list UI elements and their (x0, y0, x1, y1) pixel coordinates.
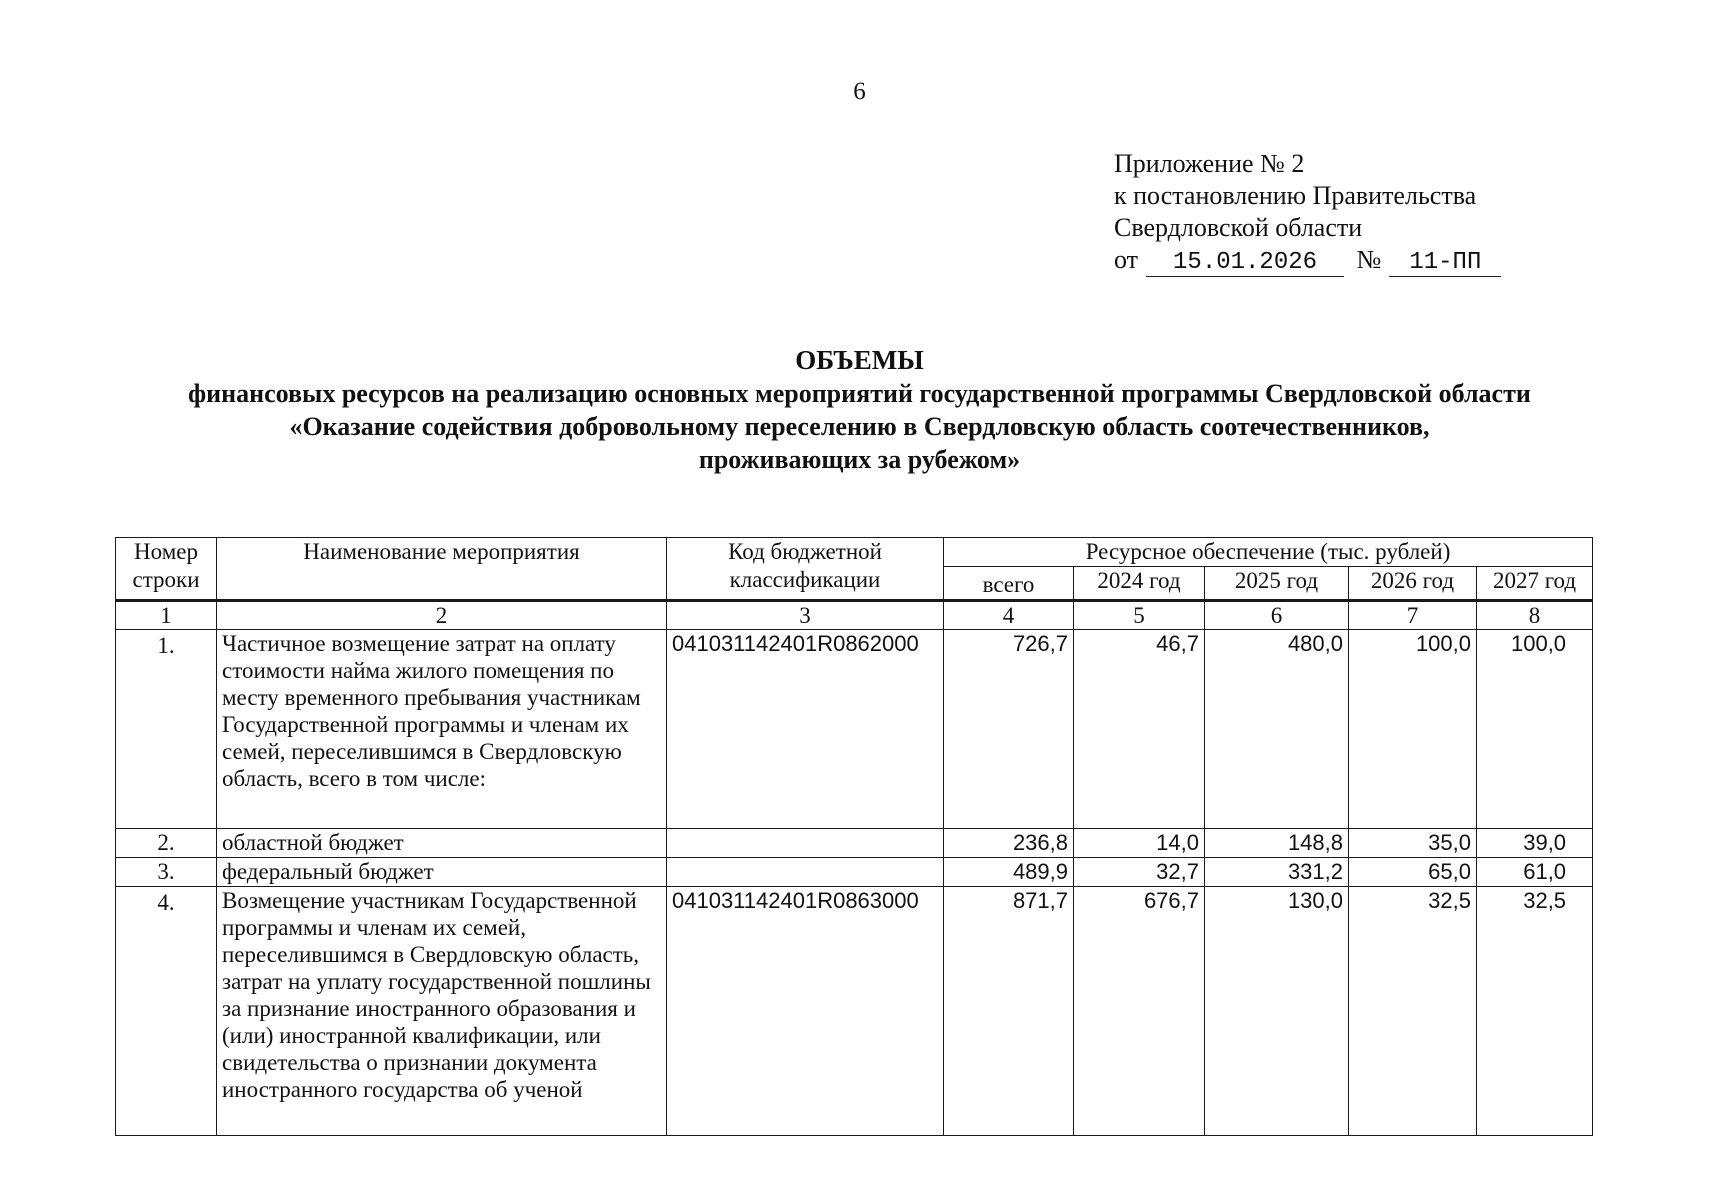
event-name: федеральный бюджет (217, 858, 667, 887)
appendix-line-3: Свердловской области (1114, 213, 1363, 242)
header-row-number: Номер строки (116, 538, 217, 601)
appendix-line-2: к постановлению Правительства (1114, 181, 1477, 210)
total-value: 871,7 (944, 887, 1074, 1136)
column-number: 7 (1349, 601, 1477, 630)
column-number-row (116, 601, 1593, 630)
document-heading (0, 344, 1719, 476)
value-2025: 331,2 (1205, 858, 1349, 887)
appendix-date-line (1114, 244, 1501, 277)
value-2025: 130,0 (1205, 887, 1349, 1136)
event-name: Частичное возмещение затрат на оплату стоимости найма жилого помещения по месту временного пребывания участникам Государственной программы и членам их семей, переселившимся в Свердловскую область, всего в том числе: (217, 630, 667, 829)
value-2027: 100,0 (1477, 630, 1593, 829)
header-2026: 2026 год (1349, 567, 1477, 601)
table-row (116, 630, 1593, 829)
event-name: Возмещение участникам Государственной программы и членам их семей, переселившимся в Свердловскую область, затрат на уплату государственной пошлины за признание иностранного образования и (или) иностранной квалификации, или свидетельства о признании документа иностранного государства об ученой (217, 887, 667, 1136)
value-2026: 100,0 (1349, 630, 1477, 829)
total-value: 489,9 (944, 858, 1074, 887)
total-value: 726,7 (944, 630, 1074, 829)
header-event-name: Наименование мероприятия (217, 538, 667, 601)
appendix-block (1114, 148, 1501, 277)
value-2025: 148,8 (1205, 829, 1349, 858)
total-value: 236,8 (944, 829, 1074, 858)
row-number: 4. (116, 887, 217, 1136)
value-2026: 32,5 (1349, 887, 1477, 1136)
heading-line-3: проживающих за рубежом» (698, 445, 1021, 474)
value-2024: 14,0 (1074, 829, 1205, 858)
heading-line-2: «Оказание содействия добровольному переселению в Свердловскую область соотечественников, (289, 412, 1430, 441)
row-number: 2. (116, 829, 217, 858)
header-total: всего (944, 567, 1074, 601)
column-number: 2 (217, 601, 667, 630)
from-label: от (1114, 245, 1139, 274)
column-number: 8 (1477, 601, 1593, 630)
financing-table (115, 537, 1593, 1136)
heading-line-1: финансовых ресурсов на реализацию основных мероприятий государственной программы Свердловской области (188, 379, 1531, 408)
table-row (116, 829, 1593, 858)
budget-code: 041031142401R0862000 (667, 630, 944, 829)
appendix-line-1: Приложение № 2 (1114, 149, 1305, 178)
decree-date: 15.01.2026 (1146, 250, 1344, 277)
value-2024: 32,7 (1074, 858, 1205, 887)
value-2024: 676,7 (1074, 887, 1205, 1136)
value-2027: 61,0 (1477, 858, 1593, 887)
column-number: 6 (1205, 601, 1349, 630)
row-number: 1. (116, 630, 217, 829)
budget-code: 041031142401R0863000 (667, 887, 944, 1136)
row-number: 3. (116, 858, 217, 887)
event-name: областной бюджет (217, 829, 667, 858)
heading-title: ОБЪЕМЫ (795, 345, 924, 375)
column-number: 5 (1074, 601, 1205, 630)
page-number: 6 (853, 78, 866, 105)
header-2024: 2024 год (1074, 567, 1205, 601)
value-2026: 35,0 (1349, 829, 1477, 858)
number-label: № (1356, 245, 1382, 274)
column-number: 3 (667, 601, 944, 630)
budget-code (667, 829, 944, 858)
table-row (116, 887, 1593, 1136)
column-number: 4 (944, 601, 1074, 630)
decree-number: 11-ПП (1389, 250, 1501, 277)
value-2025: 480,0 (1205, 630, 1349, 829)
column-number: 1 (116, 601, 217, 630)
value-2024: 46,7 (1074, 630, 1205, 829)
value-2027: 32,5 (1477, 887, 1593, 1136)
budget-code (667, 858, 944, 887)
header-2025: 2025 год (1205, 567, 1349, 601)
header-budget-code: Код бюджетной классификации (667, 538, 944, 601)
value-2026: 65,0 (1349, 858, 1477, 887)
header-resources: Ресурсное обеспечение (тыс. рублей) (944, 538, 1593, 567)
header-2027: 2027 год (1477, 567, 1593, 601)
value-2027: 39,0 (1477, 829, 1593, 858)
table-row (116, 858, 1593, 887)
